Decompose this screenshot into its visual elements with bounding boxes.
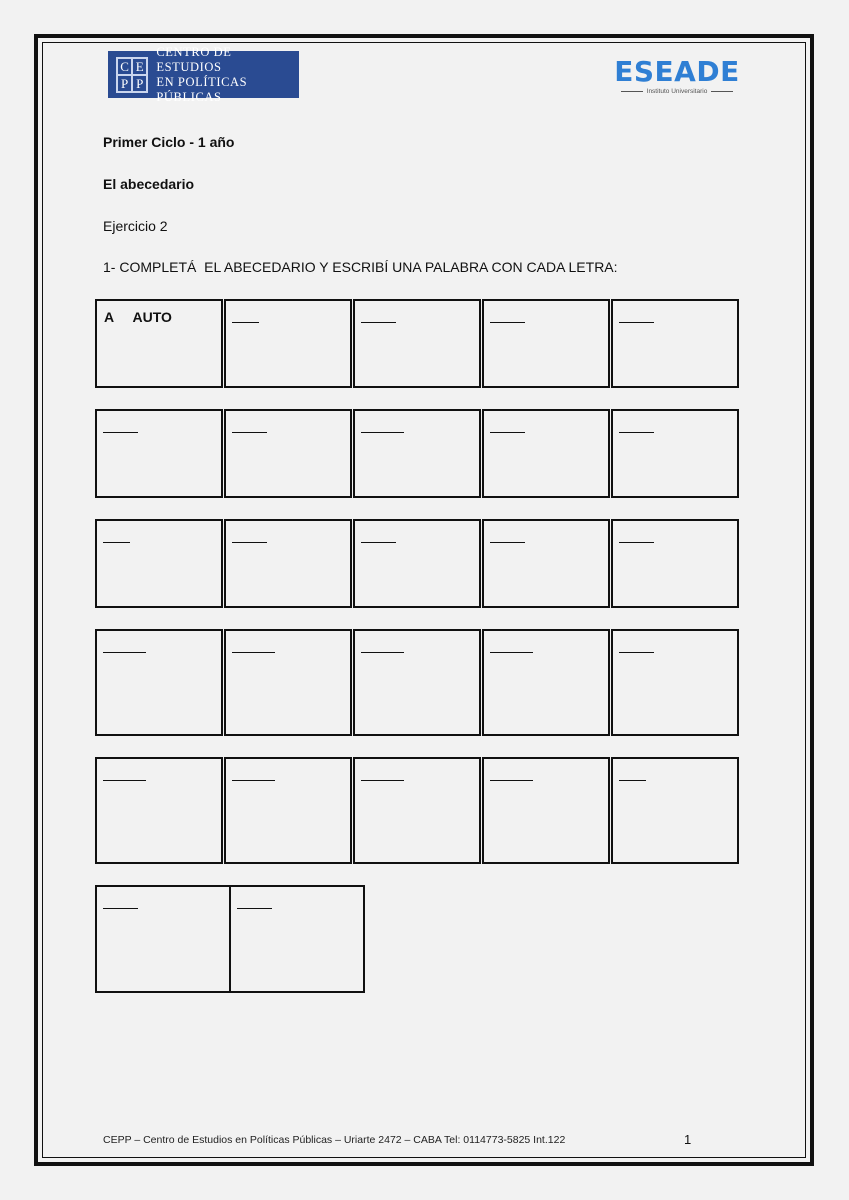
eseade-logo-name: ESEADE	[614, 55, 740, 88]
cepp-letter: C	[117, 58, 132, 75]
footer-address: CEPP – Centro de Estudios en Políticas Públicas – Uriarte 2472 – CABA Tel: 0114773-5825 Int.122	[103, 1134, 566, 1146]
answer-blank	[490, 322, 525, 323]
answer-blank	[619, 542, 654, 543]
topic-heading: El abecedario	[103, 176, 195, 192]
cepp-logo-text	[156, 45, 299, 105]
instruction-text: 1- COMPLETÁ EL ABECEDARIO Y ESCRIBÍ UNA PALABRA CON CADA LETRA:	[103, 259, 618, 275]
answer-blank	[237, 908, 272, 909]
answer-blank	[619, 432, 654, 433]
answer-blank	[361, 652, 404, 653]
letter-box[interactable]	[611, 629, 739, 736]
answer-blank	[619, 780, 646, 781]
letter-box[interactable]	[482, 299, 610, 388]
answer-blank	[232, 652, 275, 653]
answer-blank	[103, 652, 146, 653]
answer-blank	[232, 322, 259, 323]
eseade-logo-subtitle-row	[612, 88, 742, 95]
cepp-logo-line1: CENTRO DE ESTUDIOS	[156, 44, 232, 74]
answer-blank	[619, 322, 654, 323]
letter-box[interactable]	[95, 629, 223, 736]
answer-blank	[103, 542, 130, 543]
letter-box[interactable]	[95, 519, 223, 608]
letter-box[interactable]	[95, 885, 231, 993]
answer-blank	[232, 780, 275, 781]
letter-box[interactable]	[482, 757, 610, 864]
letter-box[interactable]	[353, 409, 481, 498]
letter-box[interactable]	[482, 519, 610, 608]
cepp-logo-mark	[116, 57, 148, 93]
page-number: 1	[684, 1132, 692, 1147]
answer-blank	[490, 542, 525, 543]
level-heading: Primer Ciclo - 1 año	[103, 134, 235, 150]
answer-blank	[361, 542, 396, 543]
answer-blank	[232, 542, 267, 543]
letter-box[interactable]	[229, 885, 365, 993]
letter-box[interactable]	[224, 519, 352, 608]
letter-box[interactable]	[224, 757, 352, 864]
answer-blank	[103, 908, 138, 909]
eseade-logo-subtitle: Instituto Universitario	[646, 88, 708, 95]
letter-box[interactable]	[224, 299, 352, 388]
answer-blank	[361, 780, 404, 781]
letter-box[interactable]	[611, 519, 739, 608]
eseade-divider	[711, 91, 733, 92]
letter-box[interactable]	[482, 629, 610, 736]
example-answer: A AUTO	[104, 309, 172, 325]
letter-box[interactable]	[95, 757, 223, 864]
eseade-divider	[621, 91, 643, 92]
letter-box[interactable]	[353, 299, 481, 388]
cepp-letter: P	[117, 75, 132, 92]
answer-blank	[103, 432, 138, 433]
eseade-logo	[612, 56, 742, 95]
letter-box[interactable]	[611, 409, 739, 498]
letter-box[interactable]	[353, 519, 481, 608]
letter-box[interactable]	[482, 409, 610, 498]
answer-blank	[361, 432, 404, 433]
answer-blank	[490, 432, 525, 433]
letter-box[interactable]	[611, 757, 739, 864]
letter-box[interactable]	[611, 299, 739, 388]
letter-box[interactable]	[224, 409, 352, 498]
answer-blank	[490, 780, 533, 781]
cepp-letter: P	[132, 75, 147, 92]
letter-box[interactable]	[353, 629, 481, 736]
letter-box[interactable]	[353, 757, 481, 864]
letter-box-example	[95, 299, 223, 388]
cepp-letter: E	[132, 58, 147, 75]
cepp-logo-line2: EN POLÍTICAS PÚBLICAS	[156, 74, 248, 104]
answer-blank	[232, 432, 267, 433]
exercise-label: Ejercicio 2	[103, 218, 168, 234]
cepp-logo	[108, 44, 299, 104]
answer-blank	[490, 652, 533, 653]
answer-blank	[361, 322, 396, 323]
letter-box[interactable]	[224, 629, 352, 736]
letter-box[interactable]	[95, 409, 223, 498]
answer-blank	[619, 652, 654, 653]
answer-blank	[103, 780, 146, 781]
